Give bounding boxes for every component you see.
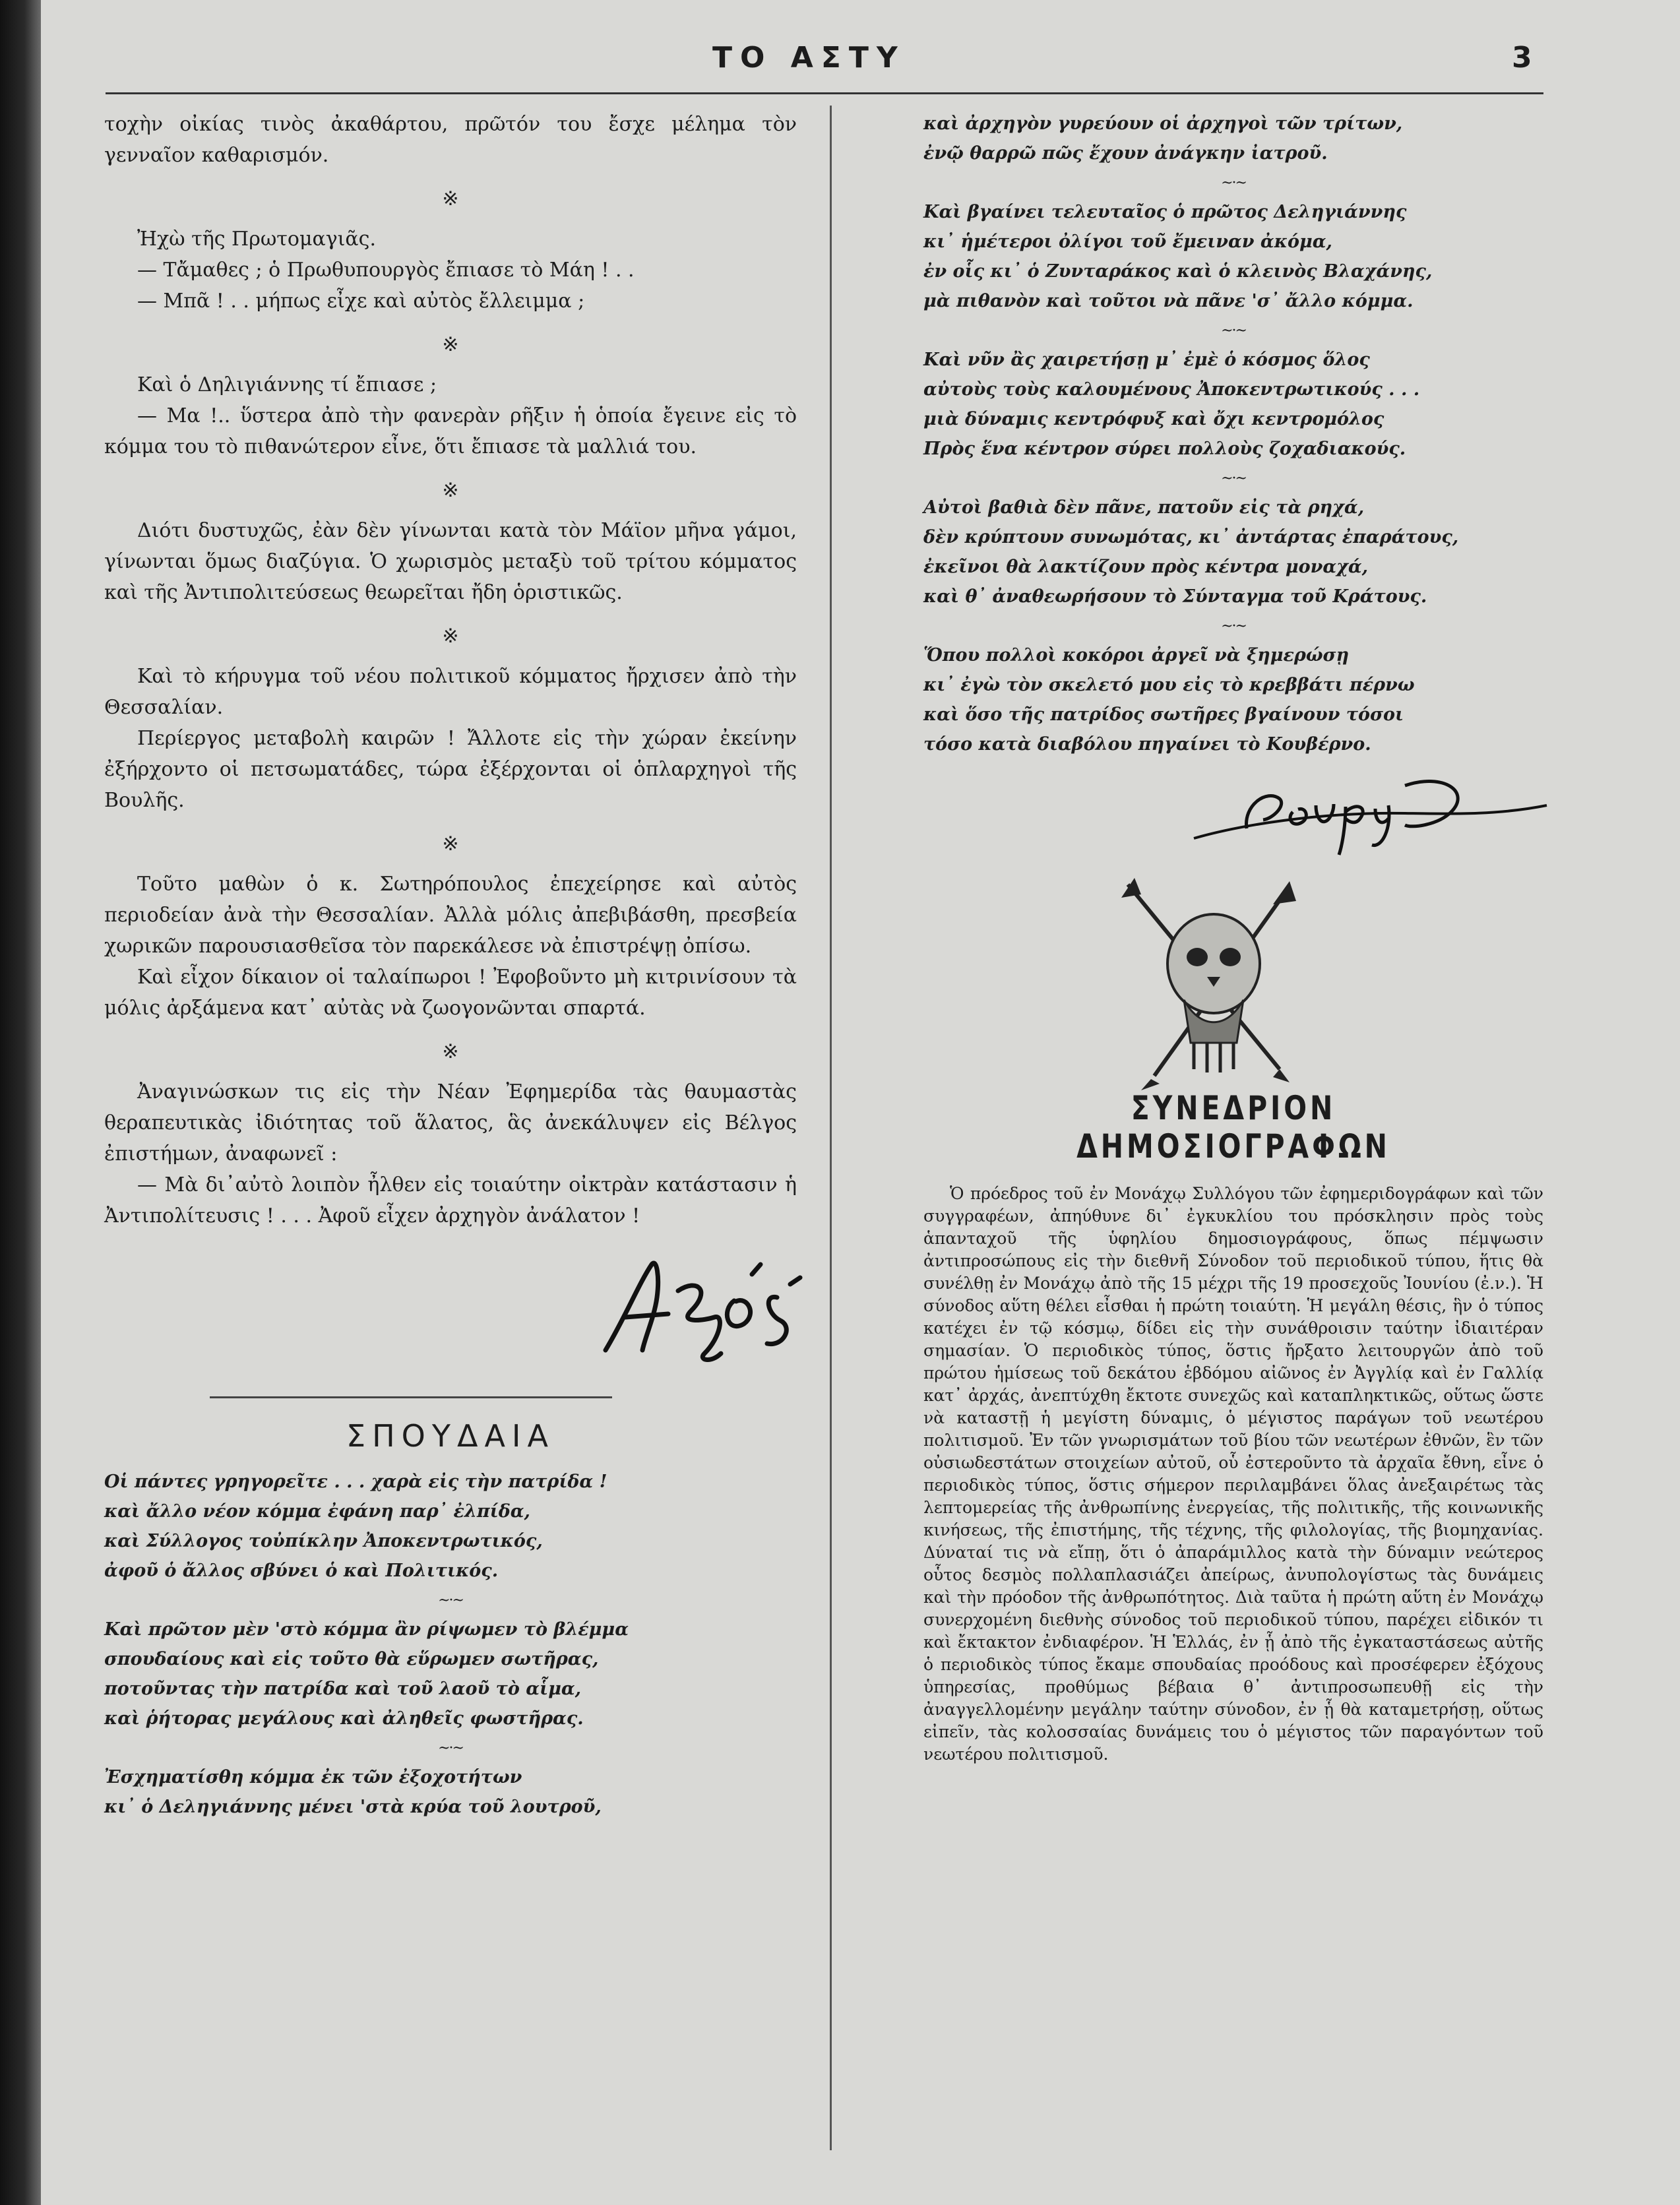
- stanza-ornament: ~·~: [438, 1740, 463, 1756]
- page-number: 3: [1512, 41, 1532, 75]
- verse-line: τόσο κατὰ διαβόλου πηγαίνει τὸ Κουβέρνο.: [923, 734, 1371, 755]
- skull-and-weapons-illustration: [1115, 871, 1313, 1096]
- verse-line: καὶ θ᾽ ἀναθεωρήσουν τὸ Σύνταγμα τοῦ Κράτους.: [923, 586, 1427, 607]
- section-star: ※: [442, 832, 459, 855]
- verse-line: ἐν οἷς κι᾽ ὁ Ζυνταράκος καὶ ὁ κλεινὸς Βλαχάνης,: [923, 261, 1433, 282]
- section-star: ※: [442, 333, 459, 356]
- verse-line: Οἱ πάντες γρηγορεῖτε . . . χαρὰ εἰς τὴν πατρίδα !: [104, 1472, 607, 1492]
- column-divider: [830, 106, 832, 2150]
- paragraph: Τοῦτο μαθὼν ὁ κ. Σωτηρόπουλος ἐπεχείρησε καὶ αὐτὸς περιοδείαν ἀνὰ τὴν Θεσσαλίαν. Ἀλλὰ μόλις ἀπεβιβάσθη, πρεσβεία χωρικῶν παρουσιασθεῖσα τὸν παρεκάλεσε νὰ ἐπιστρέψῃ ὀπίσω.: [104, 873, 797, 958]
- handwritten-signature: [579, 1238, 817, 1370]
- dialogue-line: — Τἄμαθες ; ὁ Πρωθυπουργὸς ἔπιασε τὸ Μάη ! . .: [137, 259, 635, 282]
- verse-line: ἀφοῦ ὁ ἄλλος σβύνει ὁ καὶ Πολιτικός.: [104, 1561, 499, 1581]
- verse-line: μὰ πιθανὸν καὶ τοῦτοι νὰ πᾶνε 'σ᾽ ἄλλο κόμμα.: [923, 291, 1414, 311]
- illustration-block: [923, 858, 1543, 1089]
- paragraph: Ἀναγινώσκων τις εἰς τὴν Νέαν Ἐφημερίδα τὰς θαυμαστὰς θεραπευτικὰς ἰδιότητας τοῦ ἅλατος, ἃς ἀνεκάλυψεν εἰς Βέλγος ἐπιστήμων, ἀναφωνεῖ :: [104, 1080, 797, 1165]
- header-rule: [106, 92, 1543, 94]
- verse-line: δὲν κρύπτουν συνωμότας, κι᾽ ἀντάρτας ἐπαράτους,: [923, 527, 1459, 547]
- verse-line: ποτοῦντας τὴν πατρίδα καὶ τοῦ λαοῦ τὸ αἷμα,: [104, 1679, 582, 1699]
- stanza-ornament: ~·~: [1221, 323, 1246, 339]
- paragraph: Ἠχὼ τῆς Πρωτομαγιᾶς.: [137, 228, 376, 251]
- stanza-ornament: ~·~: [1221, 470, 1246, 487]
- verse-line: ἐκεῖνοι θὰ λακτίζουν πρὸς κέντρα μοναχά,: [923, 557, 1369, 577]
- stanza-ornament: ~·~: [1221, 175, 1246, 191]
- verse-line: Καὶ βγαίνει τελευταῖος ὁ πρῶτος Δεληγιάννης: [923, 202, 1407, 222]
- stanza-ornament: ~·~: [438, 1592, 463, 1609]
- spoudaia-title: ΣΠΟΥΔΑΙΑ: [346, 1418, 555, 1454]
- stanza-ornament: ~·~: [1221, 618, 1246, 635]
- verse-line: καὶ ὅσο τῆς πατρίδος σωτῆρες βγαίνουν τόσοι: [923, 704, 1404, 725]
- dialogue-line: — Μπᾶ ! . . μήπως εἶχε καὶ αὐτὸς ἔλλειμμα ;: [137, 290, 585, 313]
- page-binding-edge: [0, 0, 41, 2205]
- congress-article: Ὁ πρόεδρος τοῦ ἐν Μονάχῳ Συλλόγου τῶν ἐφημεριδογράφων καὶ τῶν συγγραφέων, ἀπηύθυνε δι᾽ ἐγκυκλίου του πρόσκλησιν πρὸς τοὺς ἁπανταχοῦ τῆς ὑφηλίου δημοσιογράφους, ὅπως πέμψωσιν ἀντιπροσώπους εἰς τὴν διεθνῆ Σύνοδον τοῦ περιοδικοῦ τύπου, ἥτις θὰ συνέλθῃ ἐν Μονάχῳ ἀπὸ τῆς 15 μέχρι τῆς 19 προσεχοῦς Ἰουνίου (ἐ.ν.). Ἡ σύνοδος αὕτη θέλει εἶσθαι ἡ πρώτη τοιαύτη. Ἡ μεγάλη θέσις, ἣν ὁ τύπος κατέχει ἐν τῷ κόσμῳ, δίδει εἰς τὴν συνάθροισιν ταύτην ἰδιαιτέραν σημασίαν. Ὁ περιοδικὸς τύπος, ὅστις ἤρξατο λειτουργῶν ἀπὸ τοῦ πρώτου ἡμίσεως τοῦ δεκάτου ἑβδόμου αἰῶνος ἐν Ἀγγλίᾳ καὶ ἐν Γαλλίᾳ κατ᾽ ἀρχάς, ἀνεπτύχθη ἔκτοτε συνεχῶς καὶ καταπληκτικῶς, οὕτως ὥστε νὰ καταστῇ ἡ μεγίστη δύναμις, ὁ μέγιστος παράγων τοῦ νεωτέρου πολιτισμοῦ. Ἐν τῶν γνωρισμάτων τοῦ βίου τῶν νεωτέρων ἐθνῶν, ἓν τῶν οὐσιωδεστάτων στοιχείων αὐτοῦ, οὗ ἐστεροῦντο τὰ ἀρχαῖα ἔθνη, εἶνε ὁ περιοδικὸς τύπος, ὅστις σήμερον περιλαμβάνει ὅλας ἀνεξαιρέτως τὰς λεπτομερείας τῆς ἀνθρωπίνης ἐνεργείας, τῆς πολιτικῆς, τῆς κοινωνικῆς κινήσεως, τῆς ἐπιστήμης, τῆς τέχνης, τῆς φιλολογίας, τῆς βιομηχανίας. Δύναταί τις νὰ εἴπῃ, ὅτι ὁ ἀπαράμιλλος κατὰ τὴν δύναμιν νεώτερος οὗτος δεσμὸς πολλαπλασιάζει ἀπείρως, ἀνυπολογίστως τὰς δυνάμεις καὶ τὴν πρόοδον τῆς ἀνθρωπότητος. Διὰ ταῦτα ἡ πρώτη αὕτη ἐν Μονάχῳ συνερχομένη διεθνὴς σύνοδος τοῦ περιοδικοῦ τύπου, παρέχει εἰδικόν τι καὶ ἔκτακτον ἐνδιαφέρον. Ἡ Ἑλλάς, ἐν ᾗ ἀπὸ τῆς ἐγκαταστάσεως αὐτῆς ὁ περιοδικὸς τύπος ἔκαμε σπουδαίας προόδους καὶ προσέφερεν ἐξόχους ὑπηρεσίας, προθύμως βέβαια θ᾽ ἀντιπροσωπευθῇ εἰς τὴν ἀναγγελλομένην μεγάλην ταύτην σύνοδον, ἐν ᾗ θὰ καταμετρήσῃ, οὕτως εἰπεῖν, τὰς κολοσσαίας δυνάμεις του ὁ μέγιστος τῶν παραγόντων τοῦ νεωτέρου πολιτισμοῦ.: [923, 1184, 1543, 1764]
- verse-line: Καὶ πρῶτον μὲν 'στὸ κόμμα ἂν ρίψωμεν τὸ βλέμμα: [104, 1619, 629, 1640]
- verse-line: καὶ ἄλλο νέον κόμμα ἐφάνη παρ᾽ ἐλπίδα,: [104, 1501, 530, 1522]
- opening-paragraph: τοχὴν οἰκίας τινὸς ἀκαθάρτου, πρῶτόν του ἔσχε μέλημα τὸν γενναῖον καθαρισμόν.: [104, 113, 797, 167]
- signature-block: [104, 1231, 797, 1370]
- verse-line: αὐτοὺς τοὺς καλουμένους Ἀποκεντρωτικούς . . .: [923, 379, 1420, 400]
- souris-signature-block: [923, 759, 1543, 858]
- section-separator: [210, 1396, 612, 1398]
- paragraph: Καὶ τὸ κήρυγμα τοῦ νέου πολιτικοῦ κόμματος ἤρχισεν ἀπὸ τὴν Θεσσαλίαν.: [104, 665, 797, 719]
- verse-line: καὶ ἀρχηγὸν γυρεύουν οἱ ἀρχηγοὶ τῶν τρίτων,: [923, 113, 1403, 134]
- verse-line: Καὶ νῦν ἂς χαιρετήσῃ μ᾽ ἐμὲ ὁ κόσμος ὅλος: [923, 350, 1370, 370]
- paragraph: Περίεργος μεταβολὴ καιρῶν ! Ἄλλοτε εἰς τὴν χώραν ἐκείνην ἐξήρχοντο οἱ πετσωματάδες, τώρα ἐξέρχονται οἱ ὁπλαρχηγοὶ τῆς Βουλῆς.: [104, 727, 797, 812]
- section-star: ※: [442, 1040, 459, 1063]
- verse-line: κι᾽ ἐγὼ τὸν σκελετό μου εἰς τὸ κρεββάτι πέρνω: [923, 675, 1415, 695]
- section-star: ※: [442, 187, 459, 210]
- section-star: ※: [442, 479, 459, 502]
- paragraph: Καὶ ὁ Δηλιγιάννης τί ἔπιασε ;: [137, 373, 437, 396]
- dialogue-line: — Μα !.. ὕστερα ἀπὸ τὴν φανερὰν ρῆξιν ἡ ὁποία ἔγεινε εἰς τὸ κόμμα του τὸ πιθανώτερον εἶνε, ὅτι ἔπιασε τὰ μαλλιά του.: [104, 404, 797, 458]
- dialogue-line: — Μὰ δι᾽αὐτὸ λοιπὸν ἦλθεν εἰς τοιαύτην οἰκτρὰν κατάστασιν ἡ Ἀντιπολίτευσις ! . . . Ἀφοῦ εἶχεν ἀρχηγὸν ἀνάλατον !: [104, 1173, 797, 1227]
- masthead-title: ΤΟ ΑΣΤΥ: [712, 41, 906, 75]
- right-column: [923, 109, 1543, 1766]
- verse-line: σπουδαίους καὶ εἰς τοῦτο θὰ εὕρωμεν σωτῆρας,: [104, 1649, 599, 1669]
- verse-line: ἐνῷ θαρρῶ πῶς ἔχουν ἀνάγκην ἰατροῦ.: [923, 143, 1328, 164]
- verse-line: καὶ Σύλλογος τοὐπίκλην Ἀποκεντρωτικός,: [104, 1531, 543, 1551]
- verse-line: κι᾽ ὁ Δεληγιάννης μένει 'στὰ κρύα τοῦ λουτροῦ,: [104, 1797, 602, 1817]
- verse-line: Πρὸς ἕνα κέντρον σύρει πολλοὺς ζοχαδιακούς.: [923, 439, 1406, 459]
- paragraph: Διότι δυστυχῶς, ἐὰν δὲν γίνωνται κατὰ τὸν Μάϊον μῆνα γάμοι, γίνωνται ὅμως διαζύγια. Ὁ χωρισμὸς μεταξὺ τοῦ τρίτου κόμματος καὶ τῆς Ἀντιπολιτεύσεως θεωρεῖται ἤδη ὁριστικῶς.: [104, 519, 797, 604]
- verse-line: μιὰ δύναμις κεντρόφυξ καὶ ὄχι κεντρομόλος: [923, 409, 1384, 429]
- left-column: [104, 109, 797, 1822]
- verse-line: Ἐσχηματίσθη κόμμα ἐκ τῶν ἐξοχοτήτων: [104, 1767, 522, 1787]
- verse-line: κι᾽ ἡμέτεροι ὀλίγοι τοῦ ἔμειναν ἀκόμα,: [923, 232, 1332, 252]
- verse-line: καὶ ῥήτορας μεγάλους καὶ ἀληθεῖς φωστῆρας.: [104, 1708, 584, 1729]
- handwritten-signature: [1187, 766, 1557, 858]
- paragraph: Καὶ εἶχον δίκαιον οἱ ταλαίπωροι ! Ἐφοβοῦντο μὴ κιτρινίσουν τὰ μόλις ἀρξάμενα κατ᾽ αὐτὰς νὰ ζωογονῶνται σπαρτά.: [104, 966, 797, 1020]
- congress-title: ΣΥΝΕΔΡΙΟΝ ΔΗΜΟΣΙΟΓΡΑΦΩΝ: [1076, 1089, 1390, 1165]
- verse-line: Ὅπου πολλοὶ κοκόροι ἀργεῖ νὰ ξημερώσῃ: [923, 645, 1350, 666]
- verse-line: Αὐτοὶ βαθιὰ δὲν πᾶνε, πατοῦν εἰς τὰ ρηχά,: [923, 497, 1365, 518]
- section-star: ※: [442, 625, 459, 648]
